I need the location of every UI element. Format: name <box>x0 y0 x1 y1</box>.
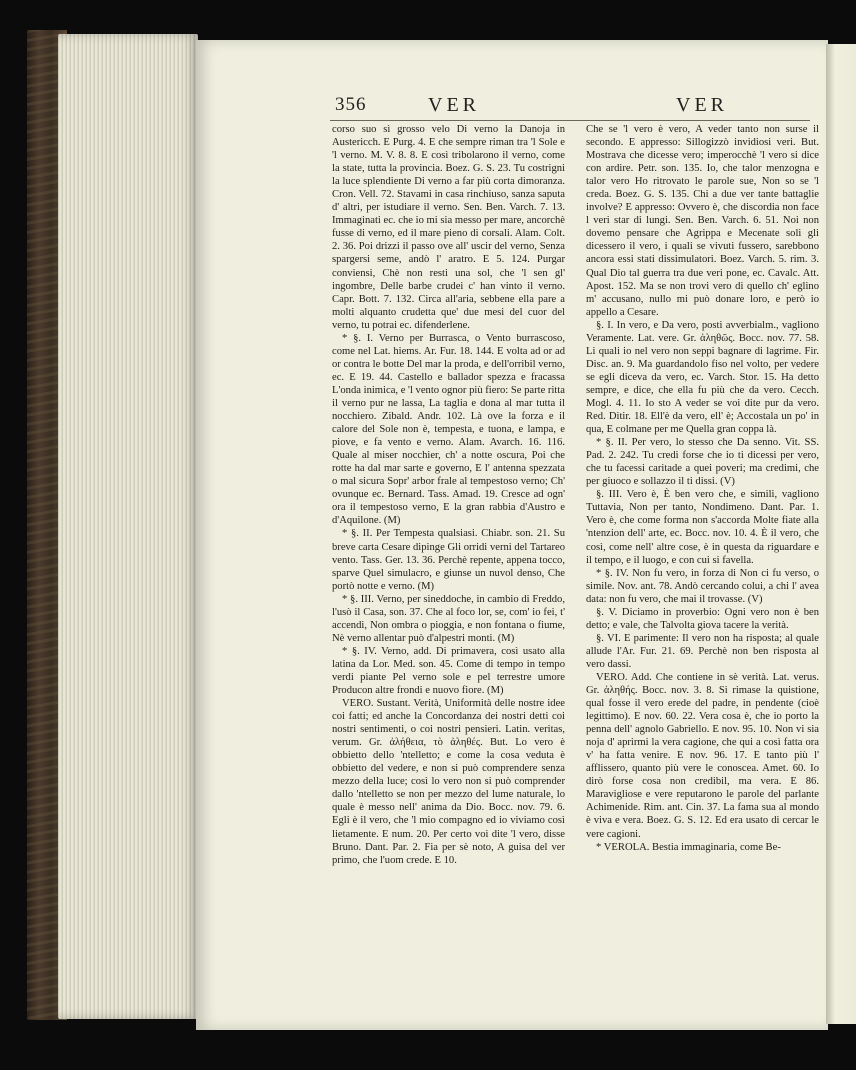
left-paragraph-4: * §. III. Verno, per sineddoche, in cambio di Freddo, l'usò il Casa, son. 37. Che al foco lor, se, com' io fei, t' accendi, Non ombra o pioggia, e non fontana o fiume, Nè verno allentar può d'alpestri monti. (M) <box>332 593 565 644</box>
right-paragraph-4: §. III. Vero è, È ben vero che, e simili, vagliono Tuttavia, Non per tanto, Nondimeno. Dant. Par. 1. Vero è, che come forma non s'accorda Molte fiate alla 'ntenzion dell' arte, ec. Bocc. nov. 10. 4. È il vero, che così, come nell' altre cose, è in questa da riguardare e il tempo, e il luogo, e con cui si favella. <box>586 489 819 566</box>
header-rule <box>330 120 810 121</box>
left-paragraph-6: VERO. Sustant. Verità, Uniformità delle nostre idee coi fatti; ed anche la Concordanza dei nostri detti coi nostri sentimenti, o coi nostri pensieri. Latin. veritas, verum. Gr. ἀλήθεια, τὸ ἀληθές. But. Lo vero è obbietto dello 'ntelletto; e come la cosa veduta è obbietto del vedere, e non si può comprendere senza mezzo della luce; così lo vero non si può comprender dallo 'ntelletto se non per mezzo del lume naturale, lo quale è messo nell' anima da Dio. Bocc. nov. 79. 6. Egli è il vero, che 'l mio compagno ed io viviamo così lietamente. E num. 20. Per certo voi dite 'l vero, disse Bruno. Dant. Par. 2. Fia per sè noto, A guisa del ver primo, che l'uom crede. E 10. <box>332 698 565 866</box>
left-paragraph-3: * §. II. Per Tempesta qualsiasi. Chiabr. son. 21. Su breve carta Cesare dipinge Gli orridi verni del Tartareo vento. Tass. Ger. 13. 36. Perchè repente, appena tocco, sparve Quel simulacro, e giunse un nuvol denso, Che portò notte e verno. (M) <box>332 528 565 592</box>
right-paragraph-2: §. I. In vero, e Da vero, posti avverbialm., vagliono Veramente. Lat. vere. Gr. ἀληθῶς. Bocc. nov. 77. 58. Li quali io nel vero non seppi bagnare di lagrime. Fir. Disc. an. 9. Ma guardandolo fiso nel volto, per vedere se egli diceva da vero, ec. Varch. Stor. 15. Ha detto sempre, e dice, che ella fu più che da vero. Cecch. Mogl. 4. 11. Io sto A veder se voi dite pur da vero. Red. Ditir. 18. Ell'è da vero, ell' è; Accostala un po' in qua, E colmane per me Quella gran coppa là. <box>586 319 819 436</box>
right-paragraph-6: §. V. Diciamo in proverbio: Ogni vero non è ben detto; e vale, che Talvolta giova tacere la verità. <box>586 606 819 631</box>
right-paragraph-8: VERO. Add. Che contiene in sè verità. Lat. verus. Gr. ἀληθής. Bocc. nov. 3. 8. Si rimase la quistione, qual fosse il vero erede del padre, in pendente (cioè legittimo). E nov. 60. 22. Vera cosa è, che io porto la penna dell' agnolo Gabriello. E nov. 95. 10. Non vi sia noja d' aprirmi la vera cagione, che qui a così fatta ora v' ha fatta venire. E nov. 96. 17. E tanto più l' afflissero, quanto più vere le conoscea. Amet. 60. Io dirò forse cosa non credibil, ma vera. E 86. Maravigliose e vere reputarono le parole del parlante Achimenide. Rim. ant. Cin. 37. La fama sua al mondo è viva e vera. Boez. G. S. 12. Ed era usato di cercar le vere cagioni. <box>586 671 819 840</box>
left-paragraph-5: * §. IV. Verno, add. Di primavera, così usato alla latina da Lor. Med. son. 45. Come di tempo in tempo verdi piante Pel verno sole e pel terrestre umore Producon altre frondi e nuovo fiore. (M) <box>332 645 565 697</box>
left-column <box>332 123 565 931</box>
running-head-left: VER <box>428 94 480 116</box>
right-paragraph-1: Che se 'l vero è vero, A veder tanto non surse il secondo. E appresso: Sillogizzò invidiosi veri. But. Mostrava che dicesse vero; imperocchè 'l vero si dice con ardire. Petr. son. 135. Io, che talor menzogna e talor vero Ho ritrovato le parole sue, Non so se 'l creda. Boez. G. S. 135. Chi a due ver tante battaglie involve? E appresso: Ovvero è, che discordia non face l veri star di lungi. Sen. Ben. Varch. 6. 51. Noi non dovemo pensare che Agrippa e Mecenate soli gli dicessero il vero, i quali se vivuti fussero, sarebbono ancora essi stati dissimulatori. Boez. Varch. 5. rim. 3. Qual Dio tal guerra tra due veri pone, ec. Cavalc. Att. Apost. 152. Ma se non trovi vero di quello ch' eglino m' accusano, nullo mi può donare loro, e però io appello a Cesare. <box>586 124 819 318</box>
page-number: 356 <box>335 94 367 115</box>
facing-page-edge <box>826 44 856 1024</box>
right-paragraph-5: * §. IV. Non fu vero, in forza di Non ci fu verso, o simile. Nov. ant. 78. Andò cercando colui, a chi l' avea data: non fu vero, che mai il trovasse. (V) <box>586 567 819 605</box>
right-paragraph-7: §. VI. E parimente: Il vero non ha risposta; al quale allude l'Ar. Fur. 21. 69. Perchè non ben risposta al vero dassi. <box>586 632 819 670</box>
right-paragraph-9: * VEROLA. Bestia immaginaria, come Be- <box>596 841 781 853</box>
page-edges-stack <box>58 34 198 1019</box>
right-paragraph-3: * §. II. Per vero, lo stesso che Da senno. Vit. SS. Pad. 2. 242. Tu credi forse che io ti dicessi per vero, che tu facessi caritade a quei poveri; ma credimi, che per giuoco e sollazzo il ti dissi. (V) <box>586 437 819 488</box>
left-paragraph-2: * §. I. Verno per Burrasca, o Vento burrascoso, come nel Lat. hiems. Ar. Fur. 18. 144. E volta ad or ad or contra le botte Del mar la proda, e dell'orribil verno, ec. E 19. 44. Castello e ballador spezza e fracassa L'onda inimica, e 'l vento ognor più fiero: Se parte ritta il verno pur ne lassa, La taglia e dona al mar tutta il nocchiero. Zibald. Andr. 102. Là ove la forza e il calore del Sole non è, tempesta, e tuona, e lampa, e piove, e fa vento e verno. Alam. Avarch. 16. 116. Quale al miser nocchier, ch' a notte oscura, Poi che rotte ha dal mar sarte e governo, E l' antenna spezzata o mal sicura Sopr' arbor frale al tempestoso verno; Ch' ovunque ec. Bernard. Tass. Amad. 19. Cresce ad ogn' ora il tempestoso verno, E la gran rabbia d'Austro e d'Aquilone. (M) <box>332 332 565 527</box>
right-column <box>586 123 819 931</box>
left-paragraph-1: corso suo sì grosso velo Di verno la Danoja in Austericch. E Purg. 4. E che sempre riman tra 'l Sole e 'l verno. M. V. 8. 8. E così tribolarono il verno, come la state, tutta la provincia. Boez. G. S. 23. Tu costrigni la luce splendiente Di verno a far più corta dimoranza. Cron. Vell. 72. Stavami in casa rinchiuso, sanza saputa d' altri, per istudiare il verno. Sen. Ben. Varch. 7. 13. Immaginati ec. che io mi sia messo per mare, ancorchè fusse di verno, ed il mare pieno di corsali. Alam. Colt. 2. 36. Poi drizzi il passo ove all' uscir del verno, Senza spargersi seme, andò l' aratro. E 5. 124. Purgar conviensi, Chè non resti una sol, che 'l sen gl' ingombre, Delle barbe crudei c' han vinto il verno. Capr. Bott. 7. 132. Circa all'aria, sebbene ella pare a molti alquanto crudetta que' due mesi del cuor del verno, tu potrai ec. difenderlene. <box>332 124 565 331</box>
running-head-right: VER <box>676 94 728 116</box>
